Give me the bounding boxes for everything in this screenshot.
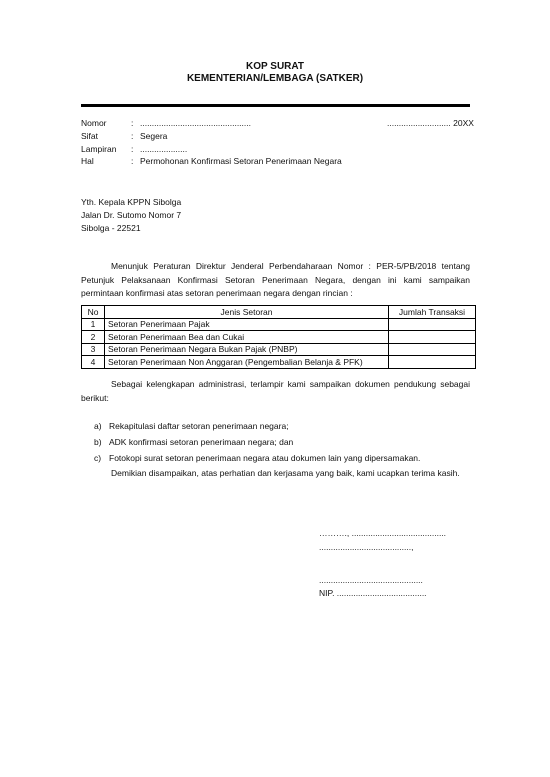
meta-row-lampiran xyxy=(81,144,491,157)
meta-row-hal xyxy=(81,156,491,169)
letterhead xyxy=(0,61,550,85)
letterhead-line1: KOP SURAT xyxy=(246,61,304,72)
row-count xyxy=(389,331,476,344)
row-no: 4 xyxy=(82,356,105,369)
table-row xyxy=(82,331,476,344)
row-type: Setoran Penerimaan Bea dan Cukai xyxy=(105,331,389,344)
meta-value: Segera xyxy=(140,130,168,141)
row-type: Setoran Penerimaan Non Anggaran (Pengembalian Belanja & PFK) xyxy=(105,356,389,369)
letterhead-divider xyxy=(81,104,470,107)
signature-nip: NIP. ...................................... xyxy=(319,588,427,598)
meta-label: Nomor xyxy=(81,118,107,128)
list-marker: c) xyxy=(94,453,102,463)
list-marker: a) xyxy=(94,421,102,431)
list-text: Rekapitulasi daftar setoran penerimaan negara; xyxy=(109,421,289,431)
meta-label: Lampiran xyxy=(81,143,117,154)
header-no: No xyxy=(82,306,105,319)
row-type: Setoran Penerimaan Pajak xyxy=(105,318,389,331)
list-marker: b) xyxy=(94,437,102,447)
meta-colon: : xyxy=(131,118,134,128)
attachments-paragraph: Sebagai kelengkapan administrasi, terlampir kami sampaikan dokumen pendukung sebagai berikut: xyxy=(81,379,470,403)
meta-row-sifat xyxy=(81,131,491,144)
recipient-line: Jalan Dr. Sutomo Nomor 7 xyxy=(81,210,182,220)
deposit-table xyxy=(81,305,476,369)
meta-value: ............................................... xyxy=(140,118,251,128)
letter-meta xyxy=(81,118,491,169)
intro-paragraph: Menunjuk Peraturan Direktur Jenderal Perbendaharaan Nomor : PER-5/PB/2018 tentang Petunjuk Pelaksanaan Konfirmasi Setoran Penerimaan Negara, dengan ini kami sampaikan permintaan konfirmasi atas setoran penerimaan negara dengan rincian : xyxy=(81,261,470,298)
letterhead-line2: KEMENTERIAN/LEMBAGA (SATKER) xyxy=(186,73,364,84)
list-text: Fotokopi surat setoran penerimaan negara atau dokumen lain yang dipersamakan. xyxy=(109,453,421,463)
meta-value: .................... xyxy=(140,143,188,154)
recipient-line: Sibolga - 22521 xyxy=(81,223,141,233)
table-header-row xyxy=(82,306,476,319)
table-row xyxy=(82,318,476,331)
row-no: 3 xyxy=(82,343,105,356)
recipient-line: Yth. Kepala KPPN Sibolga xyxy=(81,197,182,207)
letter-date: ........................... 20XX xyxy=(387,118,474,128)
row-type: Setoran Penerimaan Negara Bukan Pajak (PNBP) xyxy=(105,343,389,356)
signature-place-date: ………., ........................................ xyxy=(319,528,447,538)
signature-name: ............................................ xyxy=(319,575,423,585)
closing-paragraph: Demikian disampaikan, atas perhatian dan kerjasama yang baik, kami ucapkan terima kasih. xyxy=(111,468,460,478)
row-count xyxy=(389,356,476,369)
signature-position: ......................................., xyxy=(319,542,414,552)
row-count xyxy=(389,343,476,356)
list-text: ADK konfirmasi setoran penerimaan negara; dan xyxy=(109,437,294,447)
header-count: Jumlah Transaksi xyxy=(389,306,476,319)
meta-value: Permohonan Konfirmasi Setoran Penerimaan Negara xyxy=(140,156,342,167)
meta-row-nomor xyxy=(81,118,491,131)
meta-label: Hal xyxy=(81,156,94,167)
table-row xyxy=(82,343,476,356)
meta-colon: : xyxy=(131,130,134,141)
table-row xyxy=(82,356,476,369)
row-no: 1 xyxy=(82,318,105,331)
row-no: 2 xyxy=(82,331,105,344)
meta-colon: : xyxy=(131,156,134,167)
row-count xyxy=(389,318,476,331)
header-type: Jenis Setoran xyxy=(105,306,389,319)
meta-colon: : xyxy=(131,143,134,154)
meta-label: Sifat xyxy=(81,130,99,141)
recipient-address xyxy=(81,196,181,235)
